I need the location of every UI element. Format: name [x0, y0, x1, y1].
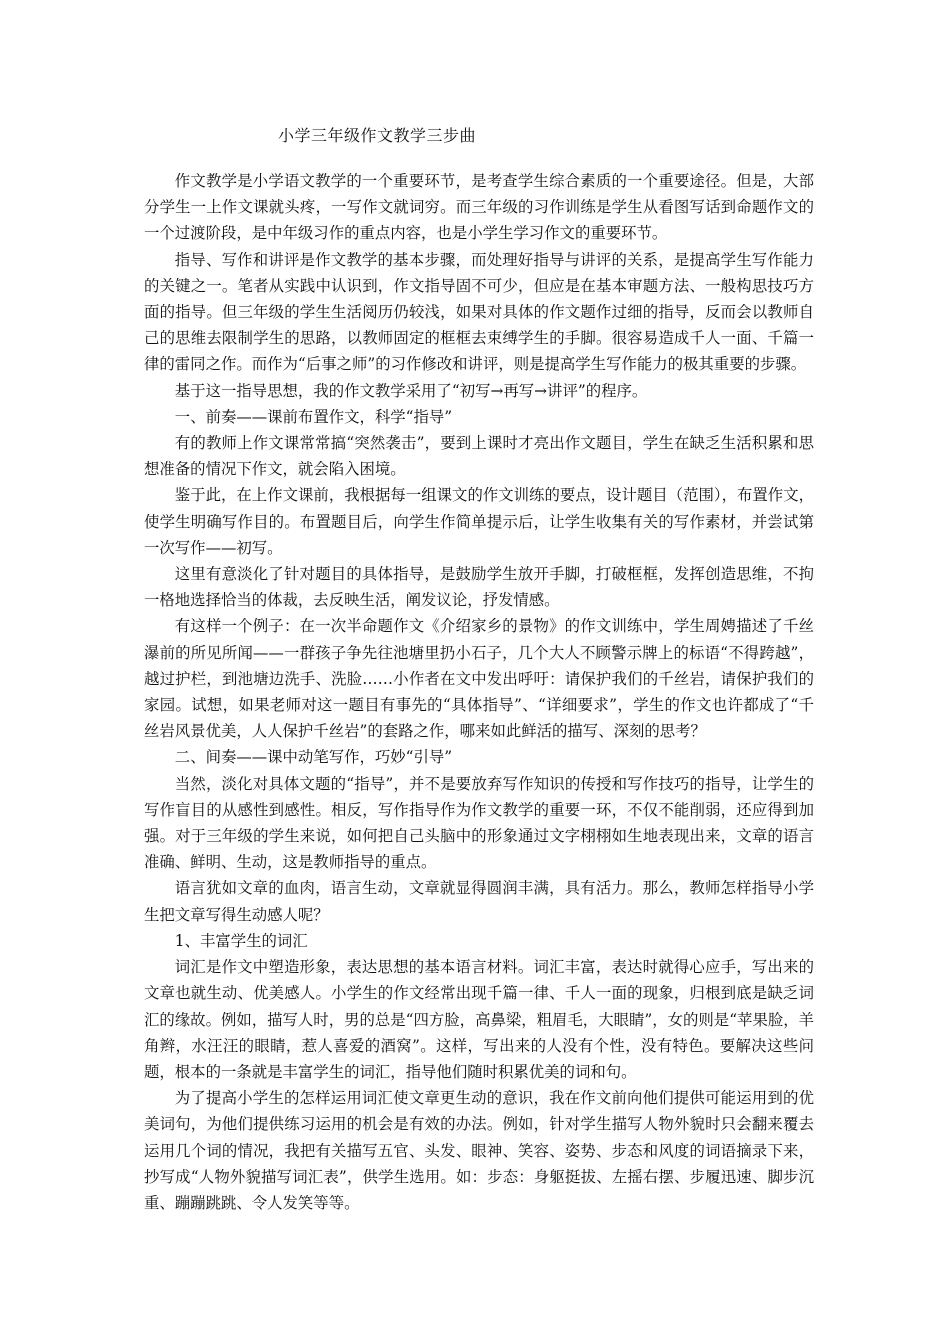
section-heading: 一、前奏——课前布置作文，科学“指导”	[174, 407, 453, 426]
document-body	[144, 168, 814, 1216]
paragraph: 当然，淡化对具体文题的“指导”，并不是要放弃写作知识的传授和写作技巧的指导，让学生的写作盲目的从感性到感性。相反，写作指导作为作文教学的重要一环，不仅不能削弱，还应得到加强。对于三年级的学生来说，如何把自己头脑中的形象通过文字栩栩如生地表现出来，文章的语言准确、鲜明、生动，这是教师指导的重点。	[144, 774, 814, 872]
paragraph: 基于这一指导思想，我的作文教学采用了“初写→再写→讲评”的程序。	[174, 381, 648, 400]
document-title: 小学三年级作文教学三步曲	[278, 126, 477, 145]
paragraph: 为了提高小学生的怎样运用词汇使文章更生动的意识，我在作文前向他们提供可能运用到的优美词句，为他们提供练习运用的机会是有效的办法。例如，针对学生描写人物外貌时只会翻来覆去运用几个词的情况，我把有关描写五官、头发、眼神、笑容、姿势、步态和风度的词语摘录下来，抄写成“人物外貌描写词汇表”，供学生选用。如：步态：身躯挺拔、左摇右摆、步履迅速、脚步沉重、蹦蹦跳跳、令人发笑等等。	[144, 1089, 814, 1212]
paragraph: 词汇是作文中塑造形象，表达思想的基本语言材料。词汇丰富，表达时就得心应手，写出来的文章也就生动、优美感人。小学生的作文经常出现千篇一律、千人一面的现象，归根到底是缺乏词汇的缘故。例如，描写人时，男的总是“四方脸，高鼻梁，粗眉毛，大眼睛”，女的则是“苹果脸，羊角辫，水汪汪的眼睛，惹人喜爱的酒窝”。这样，写出来的人没有个性，没有特色。要解决这些问题，根本的一条就是丰富学生的词汇，指导他们随时积累优美的词和句。	[144, 958, 815, 1081]
paragraph: 指导、写作和讲评是作文教学的基本步骤，而处理好指导与讲评的关系，是提高学生写作能力的关键之一。笔者从实践中认识到，作文指导固不可少，但应是在基本审题方法、一般构思技巧方面的指导。但三年级的学生生活阅历仍较浅，如果对具体的作文题作过细的指导，反而会以教师自己的思维去限制学生的思路，以教师固定的框框去束缚学生的手脚。很容易造成千人一面、千篇一律的雷同之作。而作为“后事之师”的习作修改和讲评，则是提高学生写作能力的极其重要的步骤。	[144, 250, 814, 374]
paragraph: 这里有意淡化了针对题目的具体指导，是鼓励学生放开手脚，打破框框，发挥创造思维，不拘一格地选择恰当的体裁，去反映生活，阐发议论，抒发情感。	[144, 565, 814, 610]
paragraph: 有这样一个例子：在一次半命题作文《介绍家乡的景物》的作文训练中，学生周娉描述了千丝瀑前的所见所闻——一群孩子争先往池塘里扔小石子，几个大人不顾警示牌上的标语“不得跨越”，越过护栏，到池塘边洗手、洗脸……小作者在文中发出呼吁：请保护我们的千丝岩，请保护我们的家园。试想，如果老师对这一题目有事先的“具体指导”、“详细要求”，学生的作文也许都成了“千丝岩风景优美，人人保护千丝岩”的套路之作，哪来如此鲜活的描写、深刻的思考？	[144, 617, 814, 741]
paragraph: 作文教学是小学语文教学的一个重要环节，是考查学生综合素质的一个重要途径。但是，大部分学生一上作文课就头疼，一写作文就词穷。而三年级的习作训练是学生从看图写话到命题作文的一个过渡阶段，是中年级习作的重点内容，也是小学生学习作文的重要环节。	[144, 172, 814, 243]
section-heading: 二、间奏——课中动笔写作，巧妙“引导”	[174, 748, 453, 767]
subsection-heading: 1、丰富学生的词汇	[174, 931, 308, 950]
paragraph: 有的教师上作文课常常搞“突然袭击”，要到上课时才亮出作文题目，学生在缺乏生活积累和思想准备的情况下作文，就会陷入困境。	[144, 434, 814, 479]
paragraph: 鉴于此，在上作文课前，我根据每一组课文的作文训练的要点，设计题目（范围），布置作文，使学生明确写作目的。布置题目后，向学生作简单提示后，让学生收集有关的写作素材，并尝试第一次写作——初写。	[144, 486, 814, 557]
paragraph: 语言犹如文章的血肉，语言生动，文章就显得圆润丰满，具有活力。那么，教师怎样指导小学生把文章写得生动感人呢？	[144, 879, 814, 924]
